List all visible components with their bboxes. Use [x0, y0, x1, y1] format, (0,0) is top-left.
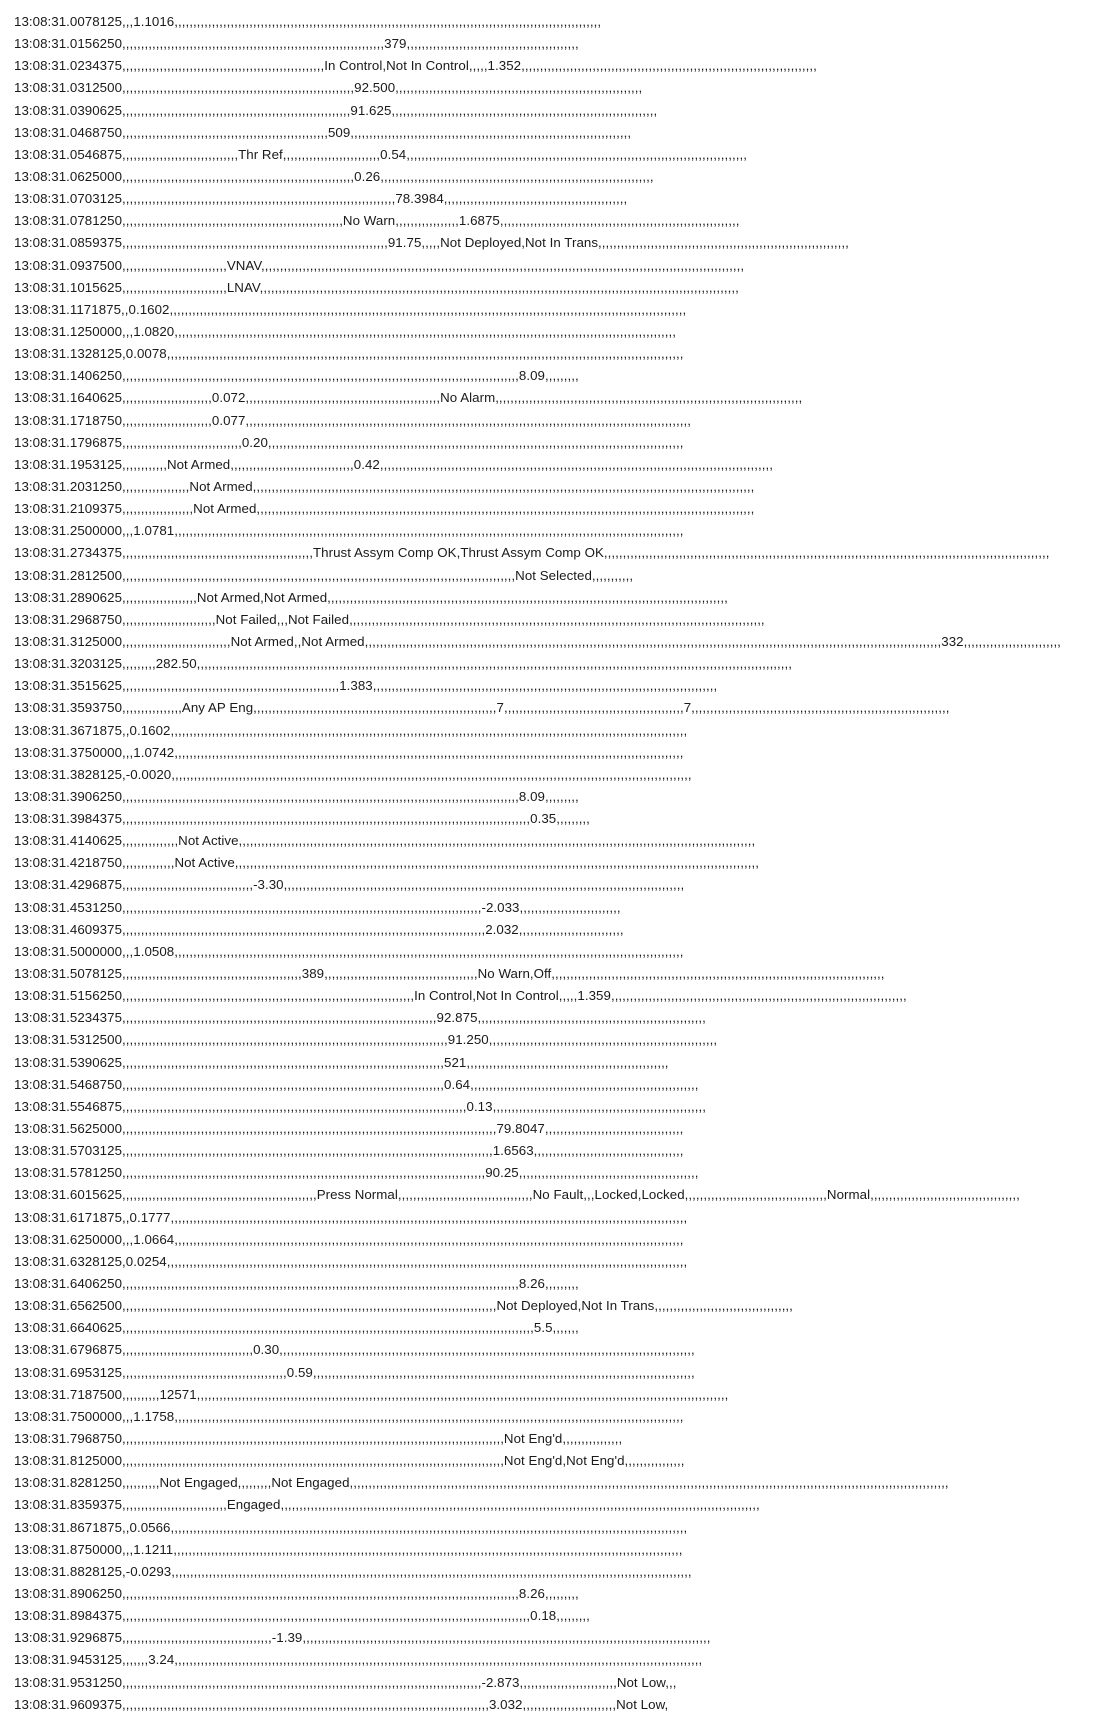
log-line: 13:08:31.1328125,0.0078,,,,,,,,,,,,,,,,,,,,,,,,,,,,,,,,,,,,,,,,,,,,,,,,,,,,,,,,,,,,,,,,,,,,,,,,,,,,,,,,,,,,,,,,,,,,,,,,,,,,,,,,,,,,,,,,,,,,,,,,,,,,,,,,,,,,,,,,,,	[14, 346, 684, 362]
log-line: 13:08:31.1171875,,0.1602,,,,,,,,,,,,,,,,,,,,,,,,,,,,,,,,,,,,,,,,,,,,,,,,,,,,,,,,,,,,,,,,,,,,,,,,,,,,,,,,,,,,,,,,,,,,,,,,,,,,,,,,,,,,,,,,,,,,,,,,,,,,,,,,,,,,,,,,,,	[14, 301, 687, 317]
log-line: 13:08:31.8906250,,,,,,,,,,,,,,,,,,,,,,,,,,,,,,,,,,,,,,,,,,,,,,,,,,,,,,,,,,,,,,,,,,,,,,,,,,,,,,,,,,,,,,,,,,,,,,,,,,,,,,,,,,8.26,,,,,,,,,	[14, 1585, 579, 1601]
log-line: 13:08:31.3828125,-0.0020,,,,,,,,,,,,,,,,,,,,,,,,,,,,,,,,,,,,,,,,,,,,,,,,,,,,,,,,,,,,,,,,,,,,,,,,,,,,,,,,,,,,,,,,,,,,,,,,,,,,,,,,,,,,,,,,,,,,,,,,,,,,,,,,,,,,,,,,,,,	[14, 766, 692, 782]
log-line: 13:08:31.0390625,,,,,,,,,,,,,,,,,,,,,,,,,,,,,,,,,,,,,,,,,,,,,,,,,,,,,,,,,,,,,91.625,,,,,,,,,,,,,,,,,,,,,,,,,,,,,,,,,,,,,,,,,,,,,,,,,,,,,,,,,,,,,,,,,,,,,,,	[14, 102, 658, 118]
log-line: 13:08:31.7187500,,,,,,,,,,12571,,,,,,,,,,,,,,,,,,,,,,,,,,,,,,,,,,,,,,,,,,,,,,,,,,,,,,,,,,,,,,,,,,,,,,,,,,,,,,,,,,,,,,,,,,,,,,,,,,,,,,,,,,,,,,,,,,,,,,,,,,,,,,,,,,,,,,,,,,,,,,	[14, 1386, 729, 1402]
log-line: 13:08:31.1953125,,,,,,,,,,,,Not Armed,,,,,,,,,,,,,,,,,,,,,,,,,,,,,,,,,0.42,,,,,,,,,,,,,,,,,,,,,,,,,,,,,,,,,,,,,,,,,,,,,,,,,,,,,,,,,,,,,,,,,,,,,,,,,,,,,,,,,,,,,,,,,,,,,,,,,,,,,,,,,	[14, 456, 774, 472]
log-line: 13:08:31.1640625,,,,,,,,,,,,,,,,,,,,,,,,0.072,,,,,,,,,,,,,,,,,,,,,,,,,,,,,,,,,,,,,,,,,,,,,,,,,,,,No Alarm,,,,,,,,,,,,,,,,,,,,,,,,,,,,,,,,,,,,,,,,,,,,,,,,,,,,,,,,,,,,,,,,,,,,,,,,,,,,,,,,,,	[14, 390, 803, 406]
log-line: 13:08:31.2734375,,,,,,,,,,,,,,,,,,,,,,,,,,,,,,,,,,,,,,,,,,,,,,,,,,,Thrust Assym Comp OK,Thrust Assym Comp OK,,,,,,,,,,,,,,,,,,,,,,,,,,,,,,,,,,,,,,,,,,,,,,,,,,,,,,,,,,,,,,,,,,,,,,,,,,,,,,,,,,,,,,,,,,,,,,,,,,,,,,,,,,,,,,,,,,,,,,,	[14, 545, 1050, 561]
log-line: 13:08:31.5000000,,,1.0508,,,,,,,,,,,,,,,,,,,,,,,,,,,,,,,,,,,,,,,,,,,,,,,,,,,,,,,,,,,,,,,,,,,,,,,,,,,,,,,,,,,,,,,,,,,,,,,,,,,,,,,,,,,,,,,,,,,,,,,,,,,,,,,,,,,,,,,,	[14, 943, 684, 959]
log-line: 13:08:31.5234375,,,,,,,,,,,,,,,,,,,,,,,,,,,,,,,,,,,,,,,,,,,,,,,,,,,,,,,,,,,,,,,,,,,,,,,,,,,,,,,,,,,,92.875,,,,,,,,,,,,,,,,,,,,,,,,,,,,,,,,,,,,,,,,,,,,,,,,,,,,,,,,,,,,,	[14, 1010, 706, 1026]
log-line: 13:08:31.5781250,,,,,,,,,,,,,,,,,,,,,,,,,,,,,,,,,,,,,,,,,,,,,,,,,,,,,,,,,,,,,,,,,,,,,,,,,,,,,,,,,,,,,,,,,,,,,,,,,90.25,,,,,,,,,,,,,,,,,,,,,,,,,,,,,,,,,,,,,,,,,,,,,,,,	[14, 1165, 699, 1181]
log-line: 13:08:31.8671875,,0.0566,,,,,,,,,,,,,,,,,,,,,,,,,,,,,,,,,,,,,,,,,,,,,,,,,,,,,,,,,,,,,,,,,,,,,,,,,,,,,,,,,,,,,,,,,,,,,,,,,,,,,,,,,,,,,,,,,,,,,,,,,,,,,,,,,,,,,,,,,,	[14, 1519, 688, 1535]
log-line: 13:08:31.9296875,,,,,,,,,,,,,,,,,,,,,,,,,,,,,,,,,,,,,,,,-1.39,,,,,,,,,,,,,,,,,,,,,,,,,,,,,,,,,,,,,,,,,,,,,,,,,,,,,,,,,,,,,,,,,,,,,,,,,,,,,,,,,,,,,,,,,,,,,,,,,,,,,,,,,,,,,	[14, 1630, 711, 1646]
log-line: 13:08:31.5468750,,,,,,,,,,,,,,,,,,,,,,,,,,,,,,,,,,,,,,,,,,,,,,,,,,,,,,,,,,,,,,,,,,,,,,,,,,,,,,,,,,,,,,0.64,,,,,,,,,,,,,,,,,,,,,,,,,,,,,,,,,,,,,,,,,,,,,,,,,,,,,,,,,,,,,	[14, 1076, 699, 1092]
log-line: 13:08:31.3203125,,,,,,,,,282.50,,,,,,,,,,,,,,,,,,,,,,,,,,,,,,,,,,,,,,,,,,,,,,,,,,,,,,,,,,,,,,,,,,,,,,,,,,,,,,,,,,,,,,,,,,,,,,,,,,,,,,,,,,,,,,,,,,,,,,,,,,,,,,,,,,,,,,,,,,,,,,,,,,,,,,,,,,,,,,,	[14, 656, 793, 672]
log-line: 13:08:31.7500000,,,1.1758,,,,,,,,,,,,,,,,,,,,,,,,,,,,,,,,,,,,,,,,,,,,,,,,,,,,,,,,,,,,,,,,,,,,,,,,,,,,,,,,,,,,,,,,,,,,,,,,,,,,,,,,,,,,,,,,,,,,,,,,,,,,,,,,,,,,,,,,	[14, 1408, 684, 1424]
log-line: 13:08:31.1015625,,,,,,,,,,,,,,,,,,,,,,,,,,,,LNAV,,,,,,,,,,,,,,,,,,,,,,,,,,,,,,,,,,,,,,,,,,,,,,,,,,,,,,,,,,,,,,,,,,,,,,,,,,,,,,,,,,,,,,,,,,,,,,,,,,,,,,,,,,,,,,,,,,,,,,,,,,,,,,,,	[14, 279, 739, 295]
log-line: 13:08:31.5390625,,,,,,,,,,,,,,,,,,,,,,,,,,,,,,,,,,,,,,,,,,,,,,,,,,,,,,,,,,,,,,,,,,,,,,,,,,,,,,,,,,,,,,521,,,,,,,,,,,,,,,,,,,,,,,,,,,,,,,,,,,,,,,,,,,,,,,,,,,,,,	[14, 1054, 669, 1070]
log-line: 13:08:31.0859375,,,,,,,,,,,,,,,,,,,,,,,,,,,,,,,,,,,,,,,,,,,,,,,,,,,,,,,,,,,,,,,,,,,,,,,91.75,,,,,Not Deployed,Not In Trans,,,,,,,,,,,,,,,,,,,,,,,,,,,,,,,,,,,,,,,,,,,,,,,,,,,,,,,,,,,,,,,,,,,	[14, 235, 849, 251]
log-line: 13:08:31.2500000,,,1.0781,,,,,,,,,,,,,,,,,,,,,,,,,,,,,,,,,,,,,,,,,,,,,,,,,,,,,,,,,,,,,,,,,,,,,,,,,,,,,,,,,,,,,,,,,,,,,,,,,,,,,,,,,,,,,,,,,,,,,,,,,,,,,,,,,,,,,,,,	[14, 523, 684, 539]
log-line: 13:08:31.0312500,,,,,,,,,,,,,,,,,,,,,,,,,,,,,,,,,,,,,,,,,,,,,,,,,,,,,,,,,,,,,,92.500,,,,,,,,,,,,,,,,,,,,,,,,,,,,,,,,,,,,,,,,,,,,,,,,,,,,,,,,,,,,,,,,,,	[14, 80, 643, 96]
log-line: 13:08:31.5156250,,,,,,,,,,,,,,,,,,,,,,,,,,,,,,,,,,,,,,,,,,,,,,,,,,,,,,,,,,,,,,,,,,,,,,,,,,,,,,In Control,Not In Control,,,,,1.359,,,,,,,,,,,,,,,,,,,,,,,,,,,,,,,,,,,,,,,,,,,,,,,,,,,,,,,,,,,,,,,,,,,,,,,,,,,,,,,	[14, 988, 907, 1004]
log-line: 13:08:31.5625000,,,,,,,,,,,,,,,,,,,,,,,,,,,,,,,,,,,,,,,,,,,,,,,,,,,,,,,,,,,,,,,,,,,,,,,,,,,,,,,,,,,,,,,,,,,,,,,,,,,,79.8047,,,,,,,,,,,,,,,,,,,,,,,,,,,,,,,,,,,,,	[14, 1121, 684, 1137]
log-line: 13:08:31.6953125,,,,,,,,,,,,,,,,,,,,,,,,,,,,,,,,,,,,,,,,,,,,0.59,,,,,,,,,,,,,,,,,,,,,,,,,,,,,,,,,,,,,,,,,,,,,,,,,,,,,,,,,,,,,,,,,,,,,,,,,,,,,,,,,,,,,,,,,,,,,,,,,,,,,,	[14, 1364, 695, 1380]
log-line: 13:08:31.3671875,,0.1602,,,,,,,,,,,,,,,,,,,,,,,,,,,,,,,,,,,,,,,,,,,,,,,,,,,,,,,,,,,,,,,,,,,,,,,,,,,,,,,,,,,,,,,,,,,,,,,,,,,,,,,,,,,,,,,,,,,,,,,,,,,,,,,,,,,,,,,,,,	[14, 722, 688, 738]
log-line: 13:08:31.6406250,,,,,,,,,,,,,,,,,,,,,,,,,,,,,,,,,,,,,,,,,,,,,,,,,,,,,,,,,,,,,,,,,,,,,,,,,,,,,,,,,,,,,,,,,,,,,,,,,,,,,,,,,,8.26,,,,,,,,,	[14, 1276, 579, 1292]
log-line: 13:08:31.1406250,,,,,,,,,,,,,,,,,,,,,,,,,,,,,,,,,,,,,,,,,,,,,,,,,,,,,,,,,,,,,,,,,,,,,,,,,,,,,,,,,,,,,,,,,,,,,,,,,,,,,,,,,,8.09,,,,,,,,,	[14, 368, 579, 384]
log-line: 13:08:31.3906250,,,,,,,,,,,,,,,,,,,,,,,,,,,,,,,,,,,,,,,,,,,,,,,,,,,,,,,,,,,,,,,,,,,,,,,,,,,,,,,,,,,,,,,,,,,,,,,,,,,,,,,,,,8.09,,,,,,,,,	[14, 788, 579, 804]
log-line: 13:08:31.0937500,,,,,,,,,,,,,,,,,,,,,,,,,,,,VNAV,,,,,,,,,,,,,,,,,,,,,,,,,,,,,,,,,,,,,,,,,,,,,,,,,,,,,,,,,,,,,,,,,,,,,,,,,,,,,,,,,,,,,,,,,,,,,,,,,,,,,,,,,,,,,,,,,,,,,,,,,,,,,,,,,	[14, 257, 745, 273]
log-line: 13:08:31.9453125,,,,,,,3.24,,,,,,,,,,,,,,,,,,,,,,,,,,,,,,,,,,,,,,,,,,,,,,,,,,,,,,,,,,,,,,,,,,,,,,,,,,,,,,,,,,,,,,,,,,,,,,,,,,,,,,,,,,,,,,,,,,,,,,,,,,,,,,,,,,,,,,,,,,,,,	[14, 1652, 703, 1668]
log-line: 13:08:31.2031250,,,,,,,,,,,,,,,,,,Not Armed,,,,,,,,,,,,,,,,,,,,,,,,,,,,,,,,,,,,,,,,,,,,,,,,,,,,,,,,,,,,,,,,,,,,,,,,,,,,,,,,,,,,,,,,,,,,,,,,,,,,,,,,,,,,,,,,,,,,,,,,,,,,,,,,,,,,,,	[14, 478, 755, 494]
log-line: 13:08:31.2109375,,,,,,,,,,,,,,,,,,,Not Armed,,,,,,,,,,,,,,,,,,,,,,,,,,,,,,,,,,,,,,,,,,,,,,,,,,,,,,,,,,,,,,,,,,,,,,,,,,,,,,,,,,,,,,,,,,,,,,,,,,,,,,,,,,,,,,,,,,,,,,,,,,,,,,,,,,,,,	[14, 501, 755, 517]
log-line: 13:08:31.8125000,,,,,,,,,,,,,,,,,,,,,,,,,,,,,,,,,,,,,,,,,,,,,,,,,,,,,,,,,,,,,,,,,,,,,,,,,,,,,,,,,,,,,,,,,,,,,,,,,,,,,,Not Eng'd,Not Eng'd,,,,,,,,,,,,,,,,	[14, 1453, 685, 1469]
csv-log-document	[14, 11, 1094, 1716]
log-line: 13:08:31.9609375,,,,,,,,,,,,,,,,,,,,,,,,,,,,,,,,,,,,,,,,,,,,,,,,,,,,,,,,,,,,,,,,,,,,,,,,,,,,,,,,,,,,,,,,,,,,,,,,,,3.032,,,,,,,,,,,,,,,,,,,,,,,,,Not Low,	[14, 1696, 669, 1712]
log-line: 13:08:31.6328125,0.0254,,,,,,,,,,,,,,,,,,,,,,,,,,,,,,,,,,,,,,,,,,,,,,,,,,,,,,,,,,,,,,,,,,,,,,,,,,,,,,,,,,,,,,,,,,,,,,,,,,,,,,,,,,,,,,,,,,,,,,,,,,,,,,,,,,,,,,,,,,,	[14, 1253, 688, 1269]
log-line: 13:08:31.5703125,,,,,,,,,,,,,,,,,,,,,,,,,,,,,,,,,,,,,,,,,,,,,,,,,,,,,,,,,,,,,,,,,,,,,,,,,,,,,,,,,,,,,,,,,,,,,,,,,,,1.6563,,,,,,,,,,,,,,,,,,,,,,,,,,,,,,,,,,,,,,,,	[14, 1143, 684, 1159]
log-line: 13:08:31.8828125,-0.0293,,,,,,,,,,,,,,,,,,,,,,,,,,,,,,,,,,,,,,,,,,,,,,,,,,,,,,,,,,,,,,,,,,,,,,,,,,,,,,,,,,,,,,,,,,,,,,,,,,,,,,,,,,,,,,,,,,,,,,,,,,,,,,,,,,,,,,,,,,,	[14, 1563, 692, 1579]
log-line: 13:08:31.3593750,,,,,,,,,,,,,,,,Any AP Eng,,,,,,,,,,,,,,,,,,,,,,,,,,,,,,,,,,,,,,,,,,,,,,,,,,,,,,,,,,,,,,,,,7,,,,,,,,,,,,,,,,,,,,,,,,,,,,,,,,,,,,,,,,,,,,,,,,7,,,,,,,,,,,,,,,,,,,,,,,,,,,,,,,,,,,,,,,,,,,,,,,,,,,,,,,,,,,,,,,,,,,,,	[14, 700, 950, 716]
log-line: 13:08:31.0703125,,,,,,,,,,,,,,,,,,,,,,,,,,,,,,,,,,,,,,,,,,,,,,,,,,,,,,,,,,,,,,,,,,,,,,,,,78.3984,,,,,,,,,,,,,,,,,,,,,,,,,,,,,,,,,,,,,,,,,,,,,,,,,	[14, 191, 628, 207]
log-line: 13:08:31.2890625,,,,,,,,,,,,,,,,,,,,Not Armed,Not Armed,,,,,,,,,,,,,,,,,,,,,,,,,,,,,,,,,,,,,,,,,,,,,,,,,,,,,,,,,,,,,,,,,,,,,,,,,,,,,,,,,,,,,,,,,,,,,,,,,,,,,,,,,,,	[14, 589, 728, 605]
log-line: 13:08:31.3750000,,,1.0742,,,,,,,,,,,,,,,,,,,,,,,,,,,,,,,,,,,,,,,,,,,,,,,,,,,,,,,,,,,,,,,,,,,,,,,,,,,,,,,,,,,,,,,,,,,,,,,,,,,,,,,,,,,,,,,,,,,,,,,,,,,,,,,,,,,,,,,,	[14, 744, 684, 760]
log-line: 13:08:31.9531250,,,,,,,,,,,,,,,,,,,,,,,,,,,,,,,,,,,,,,,,,,,,,,,,,,,,,,,,,,,,,,,,,,,,,,,,,,,,,,,,,,,,,,,,,,,,,,,,-2.873,,,,,,,,,,,,,,,,,,,,,,,,,,Not Low,,,	[14, 1674, 677, 1690]
log-line: 13:08:31.6640625,,,,,,,,,,,,,,,,,,,,,,,,,,,,,,,,,,,,,,,,,,,,,,,,,,,,,,,,,,,,,,,,,,,,,,,,,,,,,,,,,,,,,,,,,,,,,,,,,,,,,,,,,,,,,,5.5,,,,,,,	[14, 1320, 579, 1336]
log-line: 13:08:31.0546875,,,,,,,,,,,,,,,,,,,,,,,,,,,,,,,Thr Ref,,,,,,,,,,,,,,,,,,,,,,,,,,0.54,,,,,,,,,,,,,,,,,,,,,,,,,,,,,,,,,,,,,,,,,,,,,,,,,,,,,,,,,,,,,,,,,,,,,,,,,,,,,,,,,,,,,,,,,,,	[14, 146, 747, 162]
log-line: 13:08:31.3125000,,,,,,,,,,,,,,,,,,,,,,,,,,,,,Not Armed,,Not Armed,,,,,,,,,,,,,,,,,,,,,,,,,,,,,,,,,,,,,,,,,,,,,,,,,,,,,,,,,,,,,,,,,,,,,,,,,,,,,,,,,,,,,,,,,,,,,,,,,,,,,,,,,,,,,,,,,,,,,,,,,,,,,,,,,,,,,,,,,,,,,,,,,,,,,,,,,,332,,,,,,,,,,,,,,,,,,,,,,,,,,	[14, 633, 1061, 649]
log-line: 13:08:31.0781250,,,,,,,,,,,,,,,,,,,,,,,,,,,,,,,,,,,,,,,,,,,,,,,,,,,,,,,,,,,No Warn,,,,,,,,,,,,,,,,,1.6875,,,,,,,,,,,,,,,,,,,,,,,,,,,,,,,,,,,,,,,,,,,,,,,,,,,,,,,,,,,,,,,,	[14, 213, 740, 229]
log-line: 13:08:31.4609375,,,,,,,,,,,,,,,,,,,,,,,,,,,,,,,,,,,,,,,,,,,,,,,,,,,,,,,,,,,,,,,,,,,,,,,,,,,,,,,,,,,,,,,,,,,,,,,,,2.032,,,,,,,,,,,,,,,,,,,,,,,,,,,,	[14, 921, 624, 937]
log-line: 13:08:31.6171875,,0.1777,,,,,,,,,,,,,,,,,,,,,,,,,,,,,,,,,,,,,,,,,,,,,,,,,,,,,,,,,,,,,,,,,,,,,,,,,,,,,,,,,,,,,,,,,,,,,,,,,,,,,,,,,,,,,,,,,,,,,,,,,,,,,,,,,,,,,,,,,,	[14, 1209, 688, 1225]
log-line: 13:08:31.4218750,,,,,,,,,,,,,,Not Active,,,,,,,,,,,,,,,,,,,,,,,,,,,,,,,,,,,,,,,,,,,,,,,,,,,,,,,,,,,,,,,,,,,,,,,,,,,,,,,,,,,,,,,,,,,,,,,,,,,,,,,,,,,,,,,,,,,,,,,,,,,,,,,,,,,,,,,,,,,,	[14, 855, 760, 871]
log-line: 13:08:31.4296875,,,,,,,,,,,,,,,,,,,,,,,,,,,,,,,,,,,-3.30,,,,,,,,,,,,,,,,,,,,,,,,,,,,,,,,,,,,,,,,,,,,,,,,,,,,,,,,,,,,,,,,,,,,,,,,,,,,,,,,,,,,,,,,,,,,,,,,,,,,,,,,,,,	[14, 877, 685, 893]
log-line: 13:08:31.1250000,,,1.0820,,,,,,,,,,,,,,,,,,,,,,,,,,,,,,,,,,,,,,,,,,,,,,,,,,,,,,,,,,,,,,,,,,,,,,,,,,,,,,,,,,,,,,,,,,,,,,,,,,,,,,,,,,,,,,,,,,,,,,,,,,,,,,,,,,,,,,	[14, 323, 676, 339]
log-line: 13:08:31.3515625,,,,,,,,,,,,,,,,,,,,,,,,,,,,,,,,,,,,,,,,,,,,,,,,,,,,,,,,,,1.383,,,,,,,,,,,,,,,,,,,,,,,,,,,,,,,,,,,,,,,,,,,,,,,,,,,,,,,,,,,,,,,,,,,,,,,,,,,,,,,,,,,,,,,,,,,,	[14, 678, 718, 694]
log-line: 13:08:31.1718750,,,,,,,,,,,,,,,,,,,,,,,,0.077,,,,,,,,,,,,,,,,,,,,,,,,,,,,,,,,,,,,,,,,,,,,,,,,,,,,,,,,,,,,,,,,,,,,,,,,,,,,,,,,,,,,,,,,,,,,,,,,,,,,,,,,,,,,,,,,,,,,,,,	[14, 412, 691, 428]
log-line: 13:08:31.8359375,,,,,,,,,,,,,,,,,,,,,,,,,,,,Engaged,,,,,,,,,,,,,,,,,,,,,,,,,,,,,,,,,,,,,,,,,,,,,,,,,,,,,,,,,,,,,,,,,,,,,,,,,,,,,,,,,,,,,,,,,,,,,,,,,,,,,,,,,,,,,,,,,,,,,,,,,,,,,,,,	[14, 1497, 760, 1513]
log-line: 13:08:31.8750000,,,1.1211,,,,,,,,,,,,,,,,,,,,,,,,,,,,,,,,,,,,,,,,,,,,,,,,,,,,,,,,,,,,,,,,,,,,,,,,,,,,,,,,,,,,,,,,,,,,,,,,,,,,,,,,,,,,,,,,,,,,,,,,,,,,,,,,,,,,,,,,	[14, 1541, 683, 1557]
log-line: 13:08:31.6250000,,,1.0664,,,,,,,,,,,,,,,,,,,,,,,,,,,,,,,,,,,,,,,,,,,,,,,,,,,,,,,,,,,,,,,,,,,,,,,,,,,,,,,,,,,,,,,,,,,,,,,,,,,,,,,,,,,,,,,,,,,,,,,,,,,,,,,,,,,,,,,,	[14, 1231, 684, 1247]
log-line: 13:08:31.5078125,,,,,,,,,,,,,,,,,,,,,,,,,,,,,,,,,,,,,,,,,,,,,,,,389,,,,,,,,,,,,,,,,,,,,,,,,,,,,,,,,,,,,,,,,,No Warn,Off,,,,,,,,,,,,,,,,,,,,,,,,,,,,,,,,,,,,,,,,,,,,,,,,,,,,,,,,,,,,,,,,,,,,,,,,,,,,,,,,,,,,,,,,,	[14, 966, 885, 982]
log-line: 13:08:31.7968750,,,,,,,,,,,,,,,,,,,,,,,,,,,,,,,,,,,,,,,,,,,,,,,,,,,,,,,,,,,,,,,,,,,,,,,,,,,,,,,,,,,,,,,,,,,,,,,,,,,,,,Not Eng'd,,,,,,,,,,,,,,,,	[14, 1431, 623, 1446]
log-line: 13:08:31.8281250,,,,,,,,,,Not Engaged,,,,,,,,,Not Engaged,,,,,,,,,,,,,,,,,,,,,,,,,,,,,,,,,,,,,,,,,,,,,,,,,,,,,,,,,,,,,,,,,,,,,,,,,,,,,,,,,,,,,,,,,,,,,,,,,,,,,,,,,,,,,,,,,,,,,,,,,,,,,,,,,,,,,,,,,,,,,,,,,,,,,,,,,,,,,,,,	[14, 1475, 949, 1491]
log-line: 13:08:31.4531250,,,,,,,,,,,,,,,,,,,,,,,,,,,,,,,,,,,,,,,,,,,,,,,,,,,,,,,,,,,,,,,,,,,,,,,,,,,,,,,,,,,,,,,,,,,,,,,,-2.033,,,,,,,,,,,,,,,,,,,,,,,,,,,	[14, 899, 621, 915]
log-line: 13:08:31.8984375,,,,,,,,,,,,,,,,,,,,,,,,,,,,,,,,,,,,,,,,,,,,,,,,,,,,,,,,,,,,,,,,,,,,,,,,,,,,,,,,,,,,,,,,,,,,,,,,,,,,,,,,,,,,,0.18,,,,,,,,,	[14, 1608, 590, 1624]
log-line: 13:08:31.5312500,,,,,,,,,,,,,,,,,,,,,,,,,,,,,,,,,,,,,,,,,,,,,,,,,,,,,,,,,,,,,,,,,,,,,,,,,,,,,,,,,,,,,,,91.250,,,,,,,,,,,,,,,,,,,,,,,,,,,,,,,,,,,,,,,,,,,,,,,,,,,,,,,,,,,,,	[14, 1032, 718, 1048]
log-line: 13:08:31.0625000,,,,,,,,,,,,,,,,,,,,,,,,,,,,,,,,,,,,,,,,,,,,,,,,,,,,,,,,,,,,,,0.26,,,,,,,,,,,,,,,,,,,,,,,,,,,,,,,,,,,,,,,,,,,,,,,,,,,,,,,,,,,,,,,,,,,,,,,,,	[14, 168, 654, 184]
log-line: 13:08:31.0156250,,,,,,,,,,,,,,,,,,,,,,,,,,,,,,,,,,,,,,,,,,,,,,,,,,,,,,,,,,,,,,,,,,,,,,379,,,,,,,,,,,,,,,,,,,,,,,,,,,,,,,,,,,,,,,,,,,,,,	[14, 36, 579, 52]
log-line: 13:08:31.5546875,,,,,,,,,,,,,,,,,,,,,,,,,,,,,,,,,,,,,,,,,,,,,,,,,,,,,,,,,,,,,,,,,,,,,,,,,,,,,,,,,,,,,,,,,,,,0.13,,,,,,,,,,,,,,,,,,,,,,,,,,,,,,,,,,,,,,,,,,,,,,,,,,,,,,,,,	[14, 1098, 706, 1114]
log-line: 13:08:31.4140625,,,,,,,,,,,,,,,Not Active,,,,,,,,,,,,,,,,,,,,,,,,,,,,,,,,,,,,,,,,,,,,,,,,,,,,,,,,,,,,,,,,,,,,,,,,,,,,,,,,,,,,,,,,,,,,,,,,,,,,,,,,,,,,,,,,,,,,,,,,,,,,,,,,,,,,,,,,,,	[14, 833, 756, 849]
log-line: 13:08:31.3984375,,,,,,,,,,,,,,,,,,,,,,,,,,,,,,,,,,,,,,,,,,,,,,,,,,,,,,,,,,,,,,,,,,,,,,,,,,,,,,,,,,,,,,,,,,,,,,,,,,,,,,,,,,,,,0.35,,,,,,,,,	[14, 811, 590, 827]
log-line: 13:08:31.6796875,,,,,,,,,,,,,,,,,,,,,,,,,,,,,,,,,,,0.30,,,,,,,,,,,,,,,,,,,,,,,,,,,,,,,,,,,,,,,,,,,,,,,,,,,,,,,,,,,,,,,,,,,,,,,,,,,,,,,,,,,,,,,,,,,,,,,,,,,,,,,,,,,,,,,	[14, 1342, 695, 1358]
log-line: 13:08:31.6562500,,,,,,,,,,,,,,,,,,,,,,,,,,,,,,,,,,,,,,,,,,,,,,,,,,,,,,,,,,,,,,,,,,,,,,,,,,,,,,,,,,,,,,,,,,,,,,,,,,,,Not Deployed,Not In Trans,,,,,,,,,,,,,,,,,,,,,,,,,,,,,,,,,,,,,	[14, 1298, 793, 1314]
log-line: 13:08:31.1796875,,,,,,,,,,,,,,,,,,,,,,,,,,,,,,,,0.20,,,,,,,,,,,,,,,,,,,,,,,,,,,,,,,,,,,,,,,,,,,,,,,,,,,,,,,,,,,,,,,,,,,,,,,,,,,,,,,,,,,,,,,,,,,,,,,,,,,,,,,,,,,,,,,	[14, 434, 684, 450]
log-line: 13:08:31.0234375,,,,,,,,,,,,,,,,,,,,,,,,,,,,,,,,,,,,,,,,,,,,,,,,,,,,,,In Control,Not In Control,,,,,1.352,,,,,,,,,,,,,,,,,,,,,,,,,,,,,,,,,,,,,,,,,,,,,,,,,,,,,,,,,,,,,,,,,,,,,,,,,,,,,,,	[14, 58, 817, 74]
log-line: 13:08:31.0078125,,,1.1016,,,,,,,,,,,,,,,,,,,,,,,,,,,,,,,,,,,,,,,,,,,,,,,,,,,,,,,,,,,,,,,,,,,,,,,,,,,,,,,,,,,,,,,,,,,,,,,,,,,,,,,,,,,,,,,,,,	[14, 14, 602, 29]
log-line: 13:08:31.6015625,,,,,,,,,,,,,,,,,,,,,,,,,,,,,,,,,,,,,,,,,,,,,,,,,,,,Press Normal,,,,,,,,,,,,,,,,,,,,,,,,,,,,,,,,,,,,No Fault,,,Locked,Locked,,,,,,,,,,,,,,,,,,,,,,,,,,,,,,,,,,,,,,Normal,,,,,,,,,,,,,,,,,,,,,,,,,,,,,,,,,,,,,,,,	[14, 1187, 1020, 1203]
log-line: 13:08:31.2812500,,,,,,,,,,,,,,,,,,,,,,,,,,,,,,,,,,,,,,,,,,,,,,,,,,,,,,,,,,,,,,,,,,,,,,,,,,,,,,,,,,,,,,,,,,,,,,,,,,,,,,,,,Not Selected,,,,,,,,,,,	[14, 567, 634, 583]
log-line: 13:08:31.2968750,,,,,,,,,,,,,,,,,,,,,,,,,Not Failed,,,Not Failed,,,,,,,,,,,,,,,,,,,,,,,,,,,,,,,,,,,,,,,,,,,,,,,,,,,,,,,,,,,,,,,,,,,,,,,,,,,,,,,,,,,,,,,,,,,,,,,,,,,,,,,,,,,,,,,	[14, 611, 765, 627]
log-line: 13:08:31.0468750,,,,,,,,,,,,,,,,,,,,,,,,,,,,,,,,,,,,,,,,,,,,,,,,,,,,,,,509,,,,,,,,,,,,,,,,,,,,,,,,,,,,,,,,,,,,,,,,,,,,,,,,,,,,,,,,,,,,,,,,,,,,,,,,,,,	[14, 124, 632, 140]
